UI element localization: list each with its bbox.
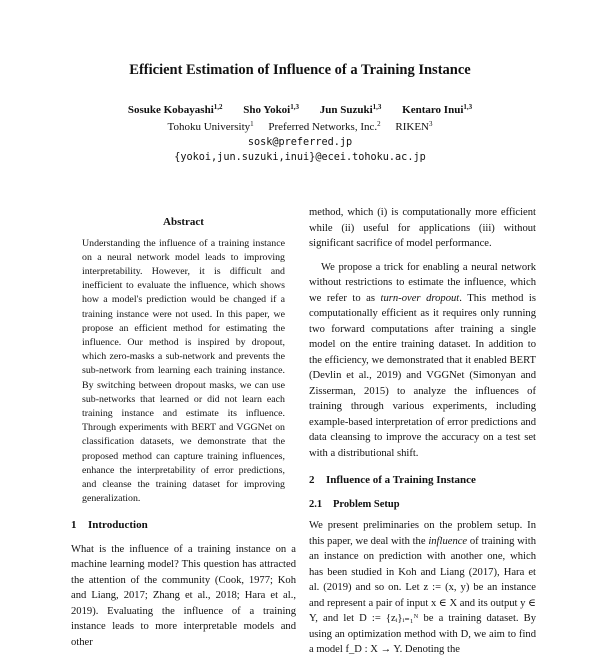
affiliation-list bbox=[0, 120, 600, 133]
author-email: sosk@preferred.jp bbox=[247, 137, 353, 148]
author: Kentaro Inui$^{1,3}$ bbox=[402, 103, 473, 116]
section-heading-introduction: 1 Introduction bbox=[71, 519, 148, 532]
affiliation: Tohoku University$^1$ bbox=[167, 120, 254, 133]
author-list bbox=[0, 103, 600, 116]
author: Sho Yokoi$^{1,3}$ bbox=[243, 103, 299, 116]
author: Jun Suzuki$^{1,3}$ bbox=[319, 103, 382, 116]
affiliation: RIKEN$^3$ bbox=[395, 120, 433, 133]
continuation-paragraph: method, which (i) is computationally more efficient while (ii) useful for applications (iii) without significant sacrifice of model performance. bbox=[309, 207, 536, 249]
subsection-heading-problem-setup: 2.1 Problem Setup bbox=[309, 498, 400, 510]
author: Sosuke Kobayashi$^{1,2}$ bbox=[127, 103, 223, 116]
right-column bbox=[309, 205, 536, 658]
paper-title: Efficient Estimation of Influence of a Training Instance bbox=[129, 62, 471, 78]
left-column bbox=[71, 205, 296, 650]
affiliation: Preferred Networks, Inc.$^2$ bbox=[268, 120, 381, 133]
section-heading-influence: 2 Influence of a Training Instance bbox=[309, 474, 476, 486]
method-paragraph: We propose a trick for enabling a neural network without restrictions to estimate the influence, which we refer to as turn-over dropout. This method is computationally efficient as it requires only running two forward computations after training a single model on the entire training dataset. In addition to the efficiency, we demonstrated that it enabled BERT (Devlin et al., 2019) and VGGNet (Simonyan and Zisserman, 2015) to analyze the influences of training through various experiments, including example-based interpretation of error predictions and data cleansing to improve the accuracy on a test set with a distributional shift. bbox=[309, 261, 536, 459]
abstract-heading: Abstract bbox=[163, 216, 204, 228]
author-email: {yokoi,jun.suzuki,inui}@ecei.tohoku.ac.jp bbox=[174, 152, 426, 163]
introduction-paragraph: What is the influence of a training instance on a machine learning model? This question has attracted the attention of the community (Cook, 1977; Koh and Liang, 2017; Zhang et al., 2018; Hara et al., 2019). Evaluating the influence of a training instance leads to more interpretable models and other bbox=[71, 543, 296, 648]
problem-setup-paragraph: We present preliminaries on the problem setup. In this paper, we deal with the influence of training with an instance on prediction with another one, which has been studied in Koh and Liang (2017), Hara et al. (2019) and so on. Let z := (x, y) be an instance and represent a pair of input x ∈ X and its output y ∈ Y, and let D := {zᵢ}ᵢ₌₁ᴺ be a training dataset. By using an optimization method with D, we aim to find a model f_D : X → Y. Denoting the bbox=[309, 520, 536, 655]
abstract-text: Understanding the influence of a training instance on a neural network model leads to improving interpretability. However, it is difficult and inefficient to evaluate the influence, which shows how a model's prediction would be changed if a training instance were not used. In this paper, we propose an efficient method for estimating the influence. Our method is inspired by dropout, which zero-masks a sub-network and prevents the sub-network from learning each training instance. By switching between dropout masks, we can use sub-networks that learned or did not learn each training instance and estimate its influence. Through experiments with BERT and VGGNet on classification datasets, we demonstrate that the proposed method can capture training influences, enhance the interpretability of error predictions, and cleanse the training dataset for improving generalization. bbox=[82, 237, 285, 505]
